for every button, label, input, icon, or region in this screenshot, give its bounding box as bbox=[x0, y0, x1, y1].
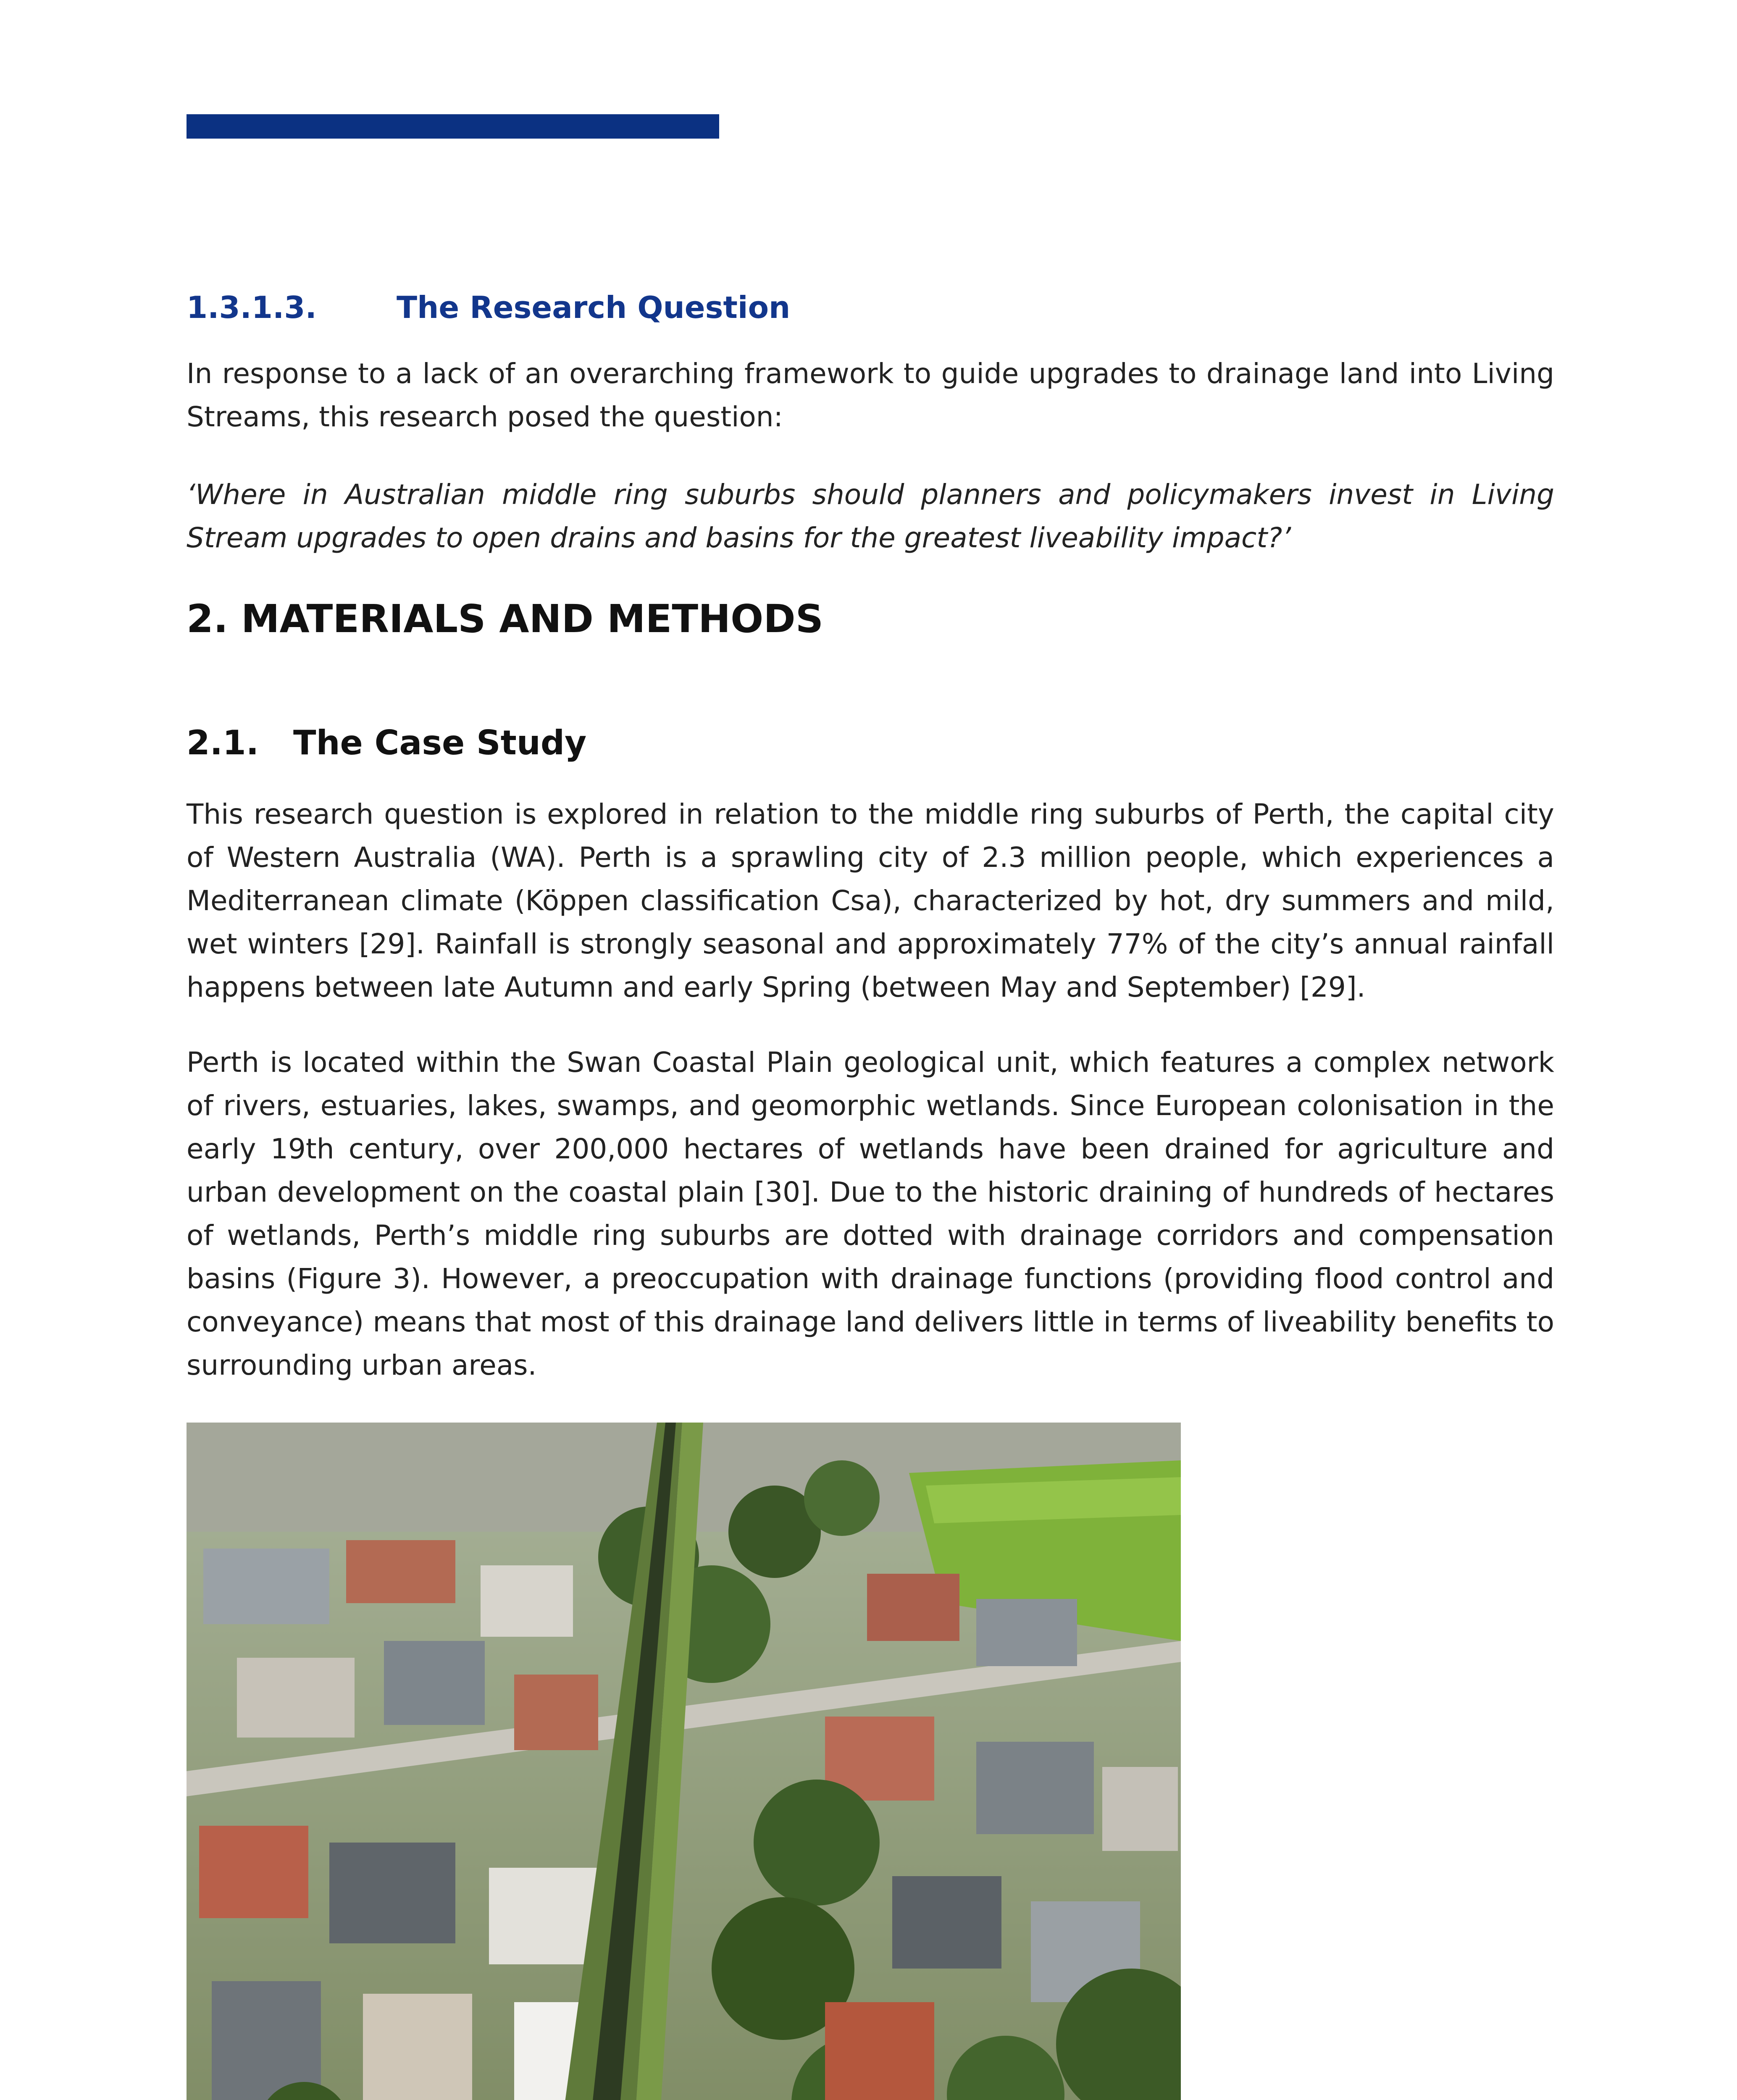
research-question: ‘Where in Australian middle ring suburbs should planners and policymakers invest in Living Stream upgrades to open drains and basins for the greatest liveability impact?’ bbox=[187, 478, 1554, 554]
section-heading-1313 bbox=[187, 290, 790, 325]
aerial-photo-drainage-corridor bbox=[187, 1423, 1181, 2100]
section-title: The Research Question bbox=[397, 290, 791, 325]
section-number: 2.1. bbox=[187, 723, 259, 762]
section-heading-2 bbox=[187, 596, 823, 641]
section-title: MATERIALS AND METHODS bbox=[241, 596, 823, 641]
section-title: The Case Study bbox=[293, 723, 587, 762]
section-number: 1.3.1.3. bbox=[187, 290, 317, 325]
case-study-paragraph-1: This research question is explored in relation to the middle ring suburbs of Perth, the capital city of Western Australia (WA). Perth is a sprawling city of 2.3 million people, which experiences a Mediterranean climate (Köppen classification Csa), characterized by hot, dry summers and mild, wet winters [29]. Rainfall is strongly seasonal and approximately 77% of the city’s annual rainfall happens between late Autumn and early Spring (between May and September) [29]. bbox=[187, 798, 1554, 1003]
section-number: 2. bbox=[187, 596, 228, 641]
header-accent-bar bbox=[187, 114, 719, 139]
case-study-paragraph-2: Perth is located within the Swan Coastal Plain geological unit, which features a complex network of rivers, estuaries, lakes, swamps, and geomorphic wetlands. Since European colonisation in the early 19th century, over 200,000 hectares of wetlands have been drained for agriculture and urban development on the coastal plain [30]. Due to the historic draining of hundreds of hectares of wetlands, Perth’s middle ring suburbs are dotted with drainage corridors and compensation basins (Figure 3). However, a preoccupation with drainage functions (providing flood control and conveyance) means that most of this drainage land delivers little in terms of liveability benefits to surrounding urban areas. bbox=[187, 1046, 1554, 1381]
section-heading-21 bbox=[187, 723, 586, 762]
aerial-photo-illustration bbox=[187, 1423, 1181, 2100]
intro-paragraph: In response to a lack of an overarching framework to guide upgrades to drainage land into Living Streams, this research posed the question: bbox=[187, 357, 1554, 433]
